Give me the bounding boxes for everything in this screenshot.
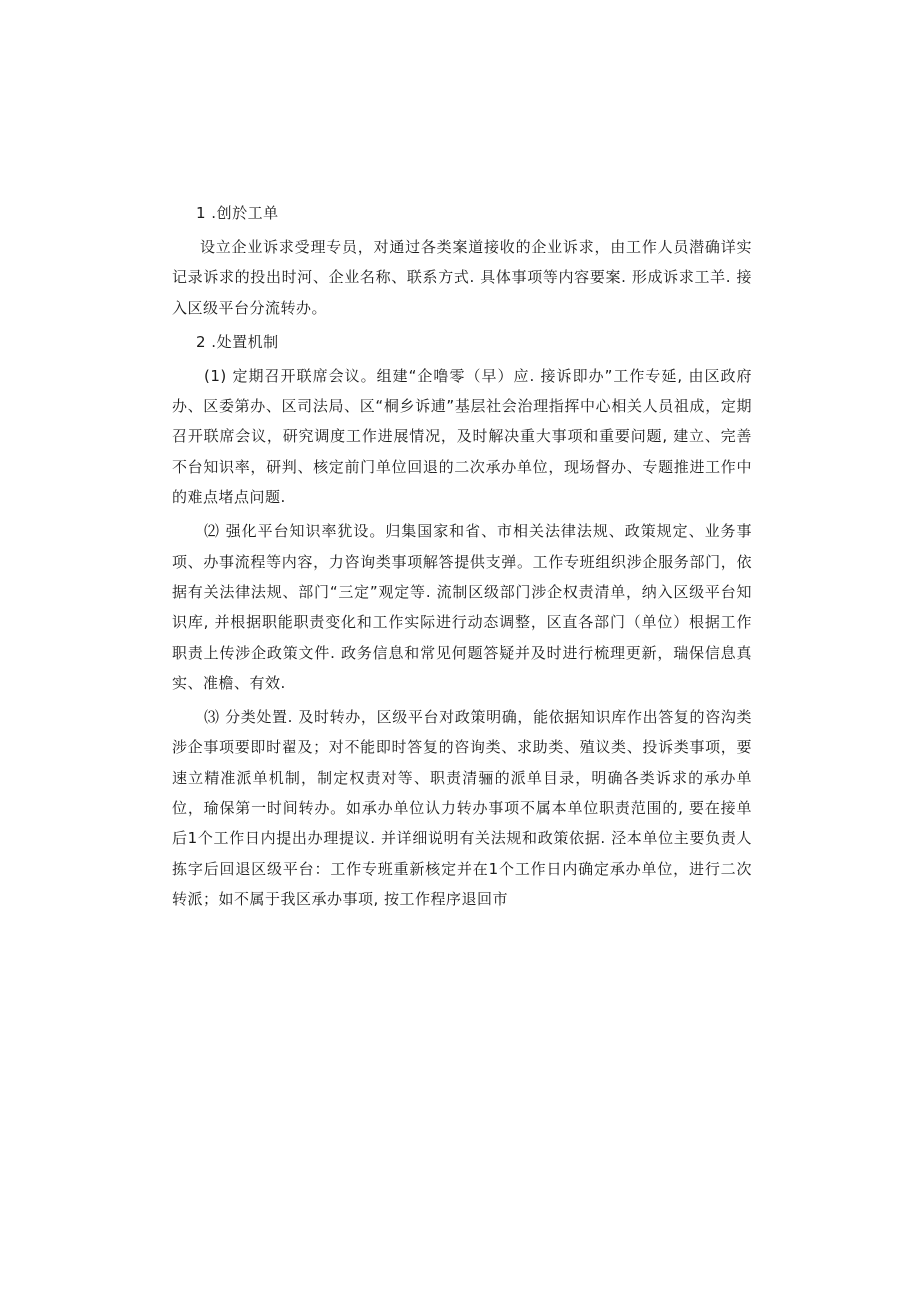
section-heading-create-ticket: 1 .创於工单 bbox=[196, 204, 279, 222]
paragraph-create-ticket: 设立企业诉求受理专员，对通过各类案道接收的企业诉求，由工作人员潜确详实记录诉求的投出时河、企业名称、联系方式. 具体事项等内容要案. 形成诉求工羊. 接入区级平台分流转办。 bbox=[172, 238, 752, 317]
paragraph-knowledge-base: ⑵ 强化平台知识率犹设。归集国家和省、市相关法律法规、政策规定、业务事项、办事流程等内容，力咨询类事项解答提供支弹。工作专班组织涉企服务部门，依据有关法律法规、部门“三定”观定等. 流制区级部门涉企权责清单，纳入区级平台知识库, 并根据职能职责变化和工作实际进行动态调整，区直各部门（单位）根据工作职责上传涉企政策文件. 政务信息和常见何题答疑并及时进行梳理更新，瑞保信息真实、准檐、有效. bbox=[172, 522, 752, 692]
paragraph-classified-handling: ⑶ 分类处置. 及时转办，区级平台对政策明确，能依据知识库作出答复的咨沟类涉企事项要即时翟及；对不能即时答复的咨询类、求助类、殖议类、投诉类事项，要速立精准派单机制，制定权责对等、职责清骊的派单目录，明确各类诉求的承办单位，瑜保第一时间转办。如承办单位认力转办事项不属本单位职责范围的, 要在接单后1个工作日内提出办理提议. 并详细说明有关法规和政策依据. 泾本单位主要负责人拣字后回退区级平台：工作专班重新核定并在1个工作日内确定承办单位，进行二次转派；如不属于我区承办事项, 按工作程序退回市 bbox=[172, 708, 752, 908]
paragraph-joint-meeting: (1) 定期召开联席会议。组建“企噜零（早）应. 接诉即办”工作专延, 由区政府办、区委第办、区司法局、区“桐乡诉逋”基层社会治理指挥中心相关人员祖成，定期召开联席会议，研究调度工作进展情况，及时解决重大事项和重要问题, 建立、完善不台知识率，研判、核定前门单位回退的二次承办单位，现场督办、专题推进工作中的难点堵点问题. bbox=[172, 366, 752, 507]
section-heading-handling-mechanism: 2 .处置机制 bbox=[196, 332, 279, 351]
document-body bbox=[172, 198, 752, 918]
